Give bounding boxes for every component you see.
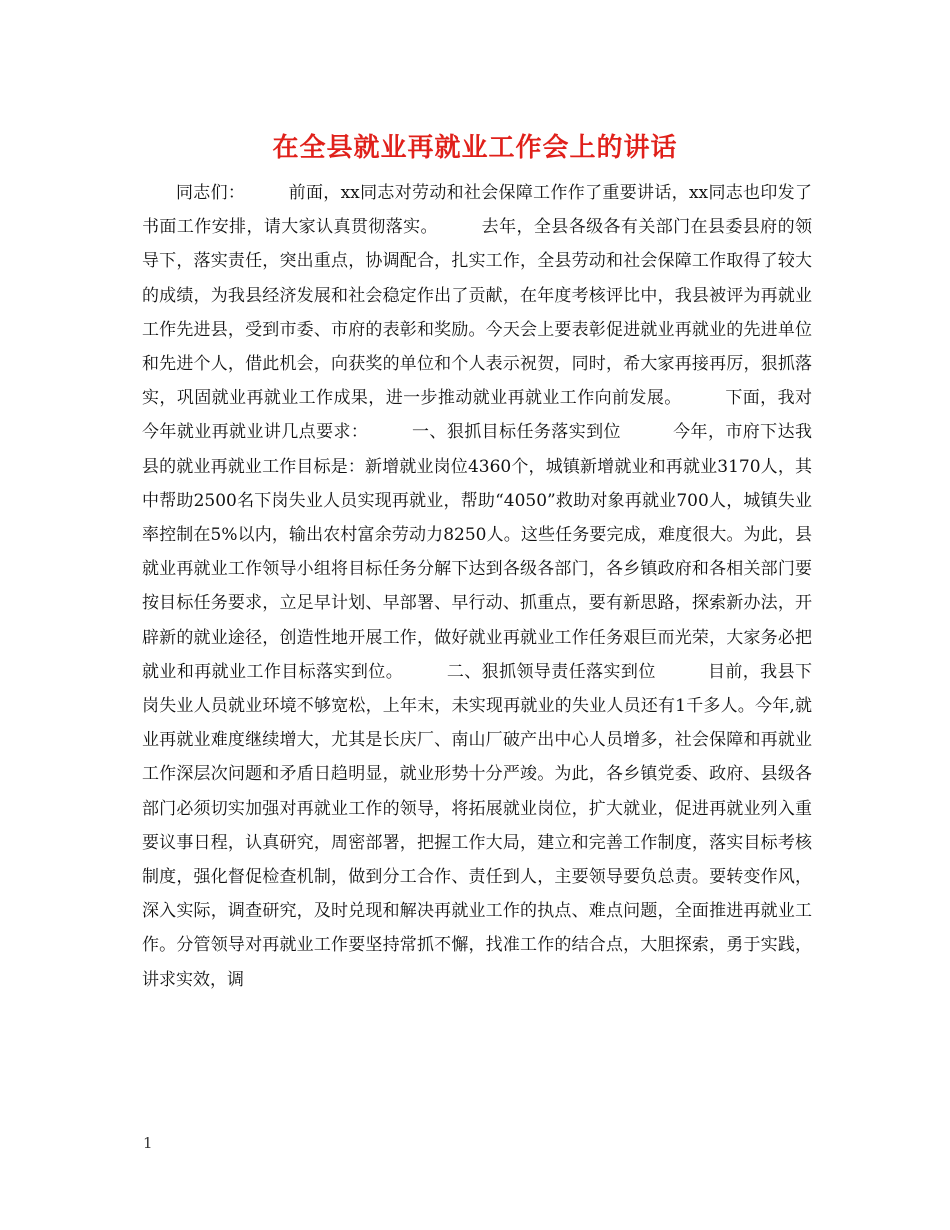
document-body bbox=[142, 176, 812, 997]
body-paragraph: 同志们： 前面，xx同志对劳动和社会保障工作作了重要讲话，xx同志也印发了书面工作安排，请大家认真贯彻落实。 去年，全县各级各有关部门在县委县府的领导下，落实责任，突出重点，协调配合，扎实工作，全县劳动和社会保障工作取得了较大的成绩，为我县经济发展和社会稳定作出了贡献，在年度考核评比中，我县被评为再就业工作先进县，受到市委、市府的表彰和奖励。今天会上要表彰促进就业再就业的先进单位和先进个人，借此机会，向获奖的单位和个人表示祝贺，同时，希大家再接再厉，狠抓落实，巩固就业再就业工作成果，进一步推动就业再就业工作向前发展。 下面，我对今年就业再就业讲几点要求： 一、狠抓目标任务落实到位 今年，市府下达我县的就业再就业工作目标是：新增就业岗位4360个，城镇新增就业和再就业3170人，其中帮助2500名下岗失业人员实现再就业，帮助“4050”救助对象再就业700人，城镇失业率控制在5%以内，输出农村富余劳动力8250人。这些任务要完成，难度很大。为此，县就业再就业工作领导小组将目标任务分解下达到各级各部门，各乡镇政府和各相关部门要按目标任务要求，立足早计划、早部署、早行动、抓重点，要有新思路，探索新办法，开辟新的就业途径，创造性地开展工作，做好就业再就业工作任务艰巨而光荣，大家务必把就业和再就业工作目标落实到位。 二、狠抓领导责任落实到位 目前，我县下岗失业人员就业环境不够宽松，上年末，未实现再就业的失业人员还有1千多人。今年,就业再就业难度继续增大，尤其是长庆厂、南山厂破产出中心人员增多，社会保障和再就业工作深层次问题和矛盾日趋明显，就业形势十分严竣。为此，各乡镇党委、政府、县级各部门必须切实加强对再就业工作的领导，将拓展就业岗位，扩大就业，促进再就业列入重要议事日程，认真研究，周密部署，把握工作大局，建立和完善工作制度，落实目标考核制度，强化督促检查机制，做到分工合作、责任到人，主要领导要负总责。要转变作风，深入实际，调查研究，及时兑现和解决再就业工作的执点、难点问题，全面推进再就业工作。分管领导对再就业工作要坚持常抓不懈，找准工作的结合点，大胆探索，勇于实践，讲求实效，调 bbox=[142, 183, 812, 990]
page-number: 1 bbox=[143, 1134, 153, 1152]
document-title: 在全县就业再就业工作会上的讲话 bbox=[272, 133, 678, 163]
